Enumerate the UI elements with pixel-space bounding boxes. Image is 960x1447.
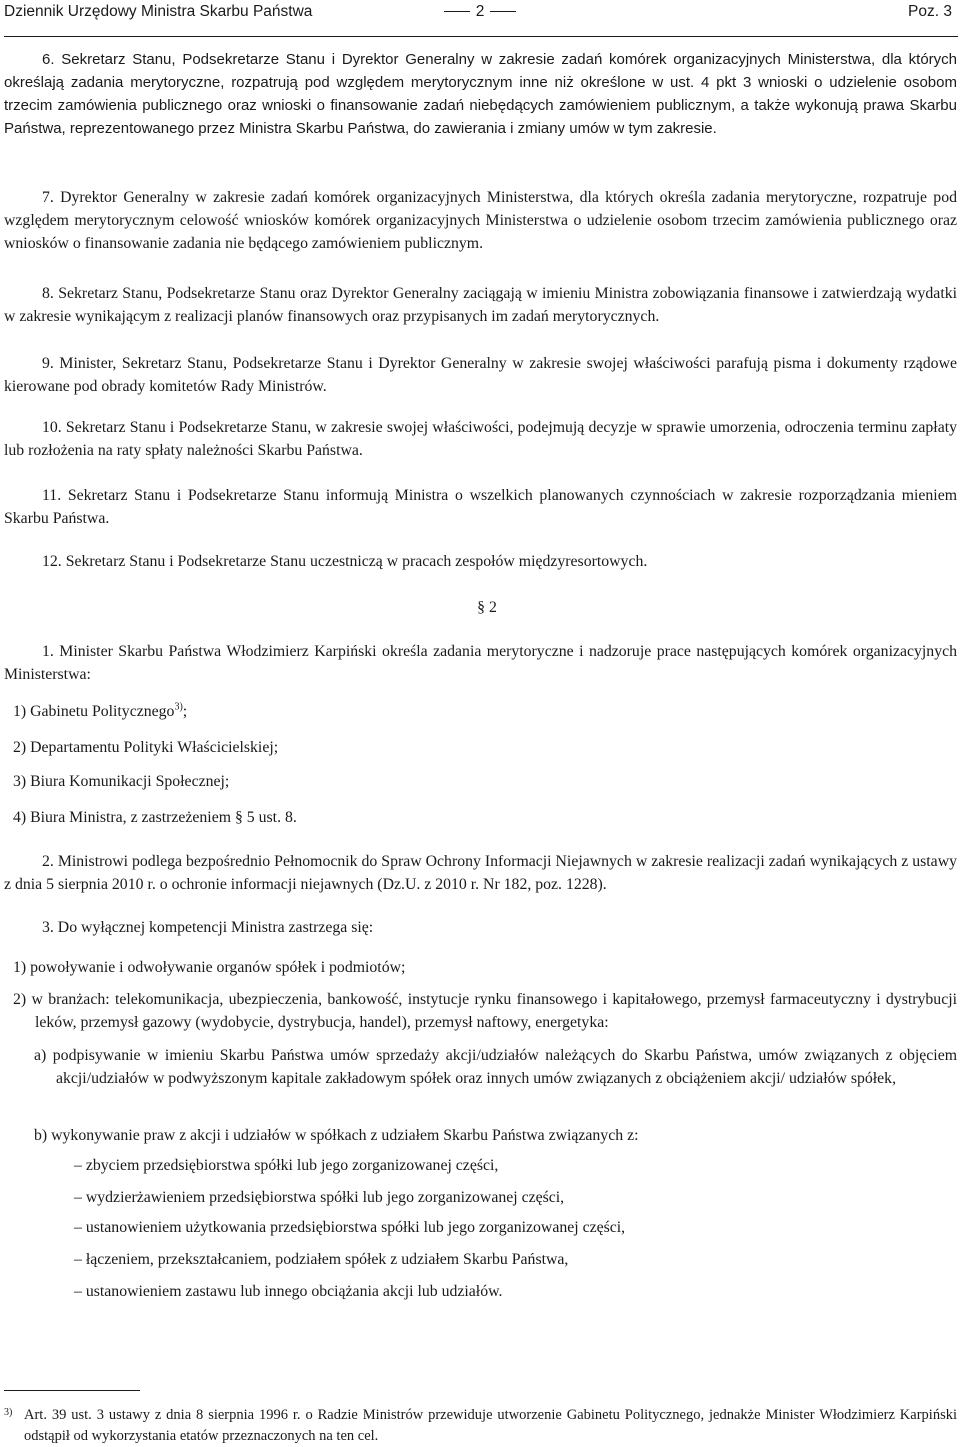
paragraph-9: 9. Minister, Sekretarz Stanu, Podsekretarze Stanu i Dyrektor Generalny w zakresie swojej właściwości parafują pisma i dokumenty rządowe kierowane pod obrady komitetów Rady Ministrów.: [4, 355, 957, 395]
page-number: [436, 0, 524, 24]
footnote-ref: 3): [174, 701, 183, 713]
competence-item-1: 1) powoływanie i odwoływanie organów spółek i podmiotów;: [13, 959, 406, 976]
competence-item-2: 2) w branżach: telekomunikacja, ubezpieczenia, bankowość, instytucje rynku finansowego i kapitałowego, przemysł farmaceutyczny i dystrybucji leków, przemysł gazowy (wydobycie, dystrybucja, handel), przemysł naftowy, energetyka:: [13, 991, 957, 1031]
section2-point1-intro: 1. Minister Skarbu Państwa Włodzimierz Karpiński określa zadania merytoryczne i nadzoruje prace następujących komórek organizacyjnych Ministerstwa:: [4, 643, 957, 683]
dash-item: – ustanowieniem zastawu lub innego obciążania akcji lub udziałów.: [74, 1283, 503, 1300]
publication-title: Dziennik Urzędowy Ministra Skarbu Państwa: [4, 3, 313, 20]
header-rule: [4, 36, 958, 37]
dash-item: – ustanowieniem użytkowania przedsiębiorstwa spółki lub jego zorganizowanej części,: [74, 1219, 626, 1236]
list-item-2: 2) Departamentu Polityki Właścicielskiej;: [13, 739, 279, 756]
dash-item: – zbyciem przedsiębiorstwa spółki lub jego zorganizowanej części,: [74, 1157, 499, 1174]
page-number-text: 2: [475, 3, 485, 20]
paragraph-11: 11. Sekretarz Stanu i Podsekretarze Stanu informują Ministra o wszelkich planowanych czynnościach w zakresie rozporządzania mieniem Skarbu Państwa.: [4, 487, 957, 527]
list-item-1-text: 1) Gabinetu Politycznego: [13, 703, 175, 720]
dash-item: – łączeniem, przekształcaniem, podziałem spółek z udziałem Skarbu Państwa,: [74, 1251, 569, 1268]
footnote-mark: 3): [4, 1407, 13, 1418]
dash-right: [490, 11, 516, 12]
footnote: [4, 1405, 957, 1447]
footnote-text: Art. 39 ust. 3 ustawy z dnia 8 sierpnia 1996 r. o Radzie Ministrów przewiduje utworzenie Gabinetu Politycznego, jednakże Minister Włodzimierz Karpiński odstąpił od wykorzystania etatów przeznaczonych na ten cel.: [24, 1407, 957, 1444]
dash-left: [444, 11, 470, 12]
paragraph-10: 10. Sekretarz Stanu i Podsekretarze Stanu, w zakresie swojej właściwości, podejmują decyzje w sprawie umorzenia, odroczenia terminu zapłaty lub rozłożenia na raty spłaty należności Skarbu Państwa.: [4, 419, 957, 459]
list-item-4: 4) Biura Ministra, z zastrzeżeniem § 5 ust. 8.: [13, 809, 297, 826]
competence-sub-a: a) podpisywanie w imieniu Skarbu Państwa umów sprzedaży akcji/udziałów należących do Skarbu Państwa, umów związanych z objęciem akcji/udziałów w podwyższonym kapitale zakładowym spółek oraz innych umów związanych z obciążeniem akcji/ udziałów spółek,: [34, 1047, 957, 1087]
section2-point3-intro: 3. Do wyłącznej kompetencji Ministra zastrzega się:: [42, 919, 374, 936]
list-item-1: [13, 700, 957, 723]
position-label: Poz. 3: [908, 3, 952, 20]
paragraph-12: 12. Sekretarz Stanu i Podsekretarze Stanu uczestniczą w pracach zespołów międzyresortowych.: [42, 553, 648, 570]
list-item-3: 3) Biura Komunikacji Społecznej;: [13, 773, 230, 790]
paragraph-6: 6. Sekretarz Stanu, Podsekretarze Stanu i Dyrektor Generalny w zakresie zadań komórek organizacyjnych Ministerstwa, dla których określają zadania merytoryczne, rozpatrują pod względem merytorycznym inne niż określone w ust. 4 pkt 3 wnioski o udzielenie osobom trzecim zamówienia publicznego oraz wnioski o finansowanie zadań niebędących zamówieniem publicznym, a także wykonują prawa Skarbu Państwa, reprezentowanego przez Ministra Skarbu Państwa, do zawierania i zmiany umów w tym zakresie.: [4, 51, 957, 137]
paragraph-8: 8. Sekretarz Stanu, Podsekretarze Stanu oraz Dyrektor Generalny zaciągają w imieniu Ministra zobowiązania finansowe i zatwierdzają wydatki w zakresie wynikającym z realizacji planów finansowych oraz przypisanych im zadań merytorycznych.: [4, 285, 957, 325]
list-item-1-tail: ;: [182, 703, 188, 720]
paragraph-7: 7. Dyrektor Generalny w zakresie zadań komórek organizacyjnych Ministerstwa, dla których określa zadania merytoryczne, rozpatruje pod względem merytorycznym celowość wniosków komórek organizacyjnych Ministerstwa o udzielenie osobom trzecim zamówienia publicznego oraz wniosków o finansowanie zadania nie będącego zamówieniem publicznym.: [4, 189, 957, 252]
footnote-rule: [4, 1390, 140, 1391]
section2-point2: 2. Ministrowi podlega bezpośrednio Pełnomocnik do Spraw Ochrony Informacji Niejawnych w zakresie realizacji zadań wynikających z ustawy z dnia 5 sierpnia 2010 r. o ochronie informacji niejawnych (Dz.U. z 2010 r. Nr 182, poz. 1228).: [4, 853, 957, 893]
dash-item: – wydzierżawieniem przedsiębiorstwa spółki lub jego zorganizowanej części,: [74, 1189, 565, 1206]
competence-sub-b: b) wykonywanie praw z akcji i udziałów w spółkach z udziałem Skarbu Państwa związanych z:: [34, 1127, 639, 1144]
section-sign: § 2: [477, 599, 497, 616]
